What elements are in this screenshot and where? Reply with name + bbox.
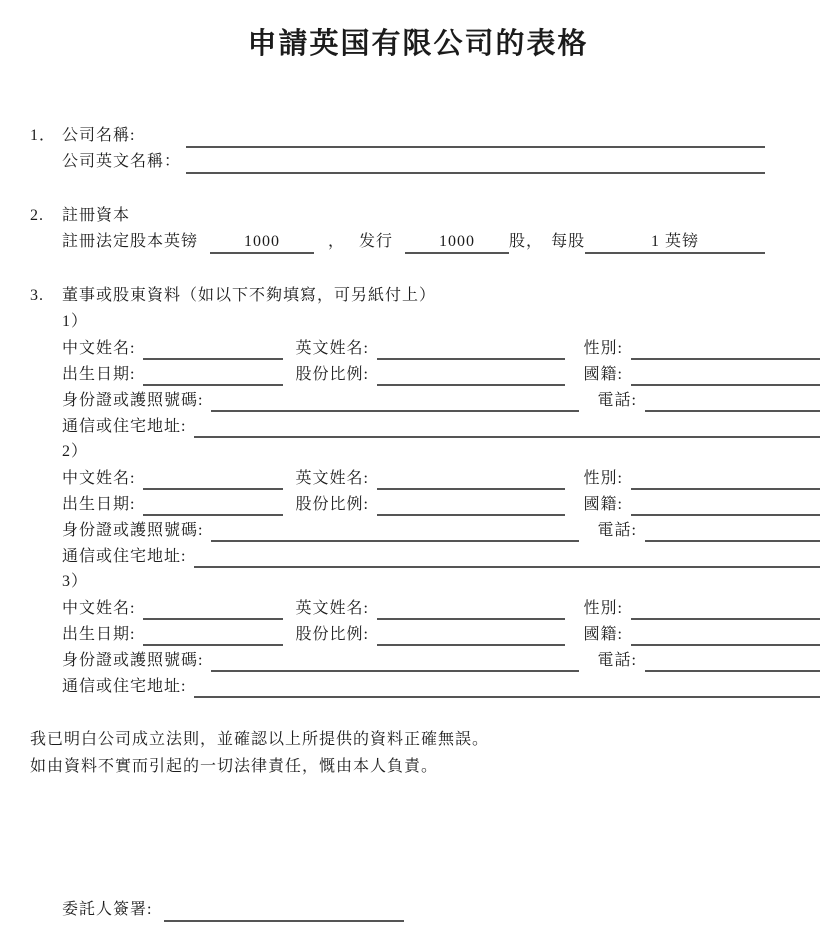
person-1-index: 1）: [62, 313, 89, 330]
company-name-en-field[interactable]: [186, 152, 765, 174]
person-2-chinese-name-field[interactable]: [143, 468, 283, 490]
capital-separator: ，: [328, 233, 346, 250]
id-passport-label: 身份證或護照號碼:: [62, 522, 204, 539]
person-2-address-field[interactable]: [194, 546, 820, 568]
birth-date-label: 出生日期:: [62, 496, 136, 513]
person-3-english-name-field[interactable]: [377, 598, 565, 620]
person-1-name-row: [62, 334, 820, 360]
person-3-address-row: [62, 672, 820, 698]
english-name-label: 英文姓名:: [295, 470, 369, 487]
person-block-2: [0, 438, 836, 568]
person-1-phone-field[interactable]: [645, 390, 820, 412]
person-3-share-ratio-field[interactable]: [377, 624, 565, 646]
address-label: 通信或住宅地址:: [62, 418, 187, 435]
signature-row: [62, 898, 836, 922]
birth-date-label: 出生日期:: [62, 626, 136, 643]
company-name-label: 公司名稱:: [62, 127, 136, 144]
section-1-number: 1．: [30, 127, 57, 144]
section-2-number: 2.: [30, 207, 44, 224]
authorized-capital-field[interactable]: 1000: [210, 232, 314, 254]
person-2-share-ratio-field[interactable]: [377, 494, 565, 516]
english-name-label: 英文姓名:: [295, 340, 369, 357]
person-2-name-row: [62, 464, 820, 490]
person-2-birth-date-field[interactable]: [143, 494, 283, 516]
gender-label: 性別:: [583, 470, 623, 487]
phone-label: 電話:: [597, 652, 637, 669]
share-ratio-label: 股份比例:: [295, 496, 369, 513]
person-3-birth-date-field[interactable]: [143, 624, 283, 646]
authorized-capital-label: 註冊法定股本英镑: [62, 233, 199, 250]
person-block-3: [0, 568, 836, 698]
person-2-nationality-field[interactable]: [631, 494, 820, 516]
person-1-english-name-field[interactable]: [377, 338, 565, 360]
person-2-birth-row: [62, 490, 820, 516]
person-2-id-passport-field[interactable]: [211, 520, 579, 542]
person-1-id-passport-field[interactable]: [211, 390, 579, 412]
company-name-row: [30, 124, 765, 148]
capital-detail-row: [62, 230, 765, 254]
chinese-name-label: 中文姓名:: [62, 600, 136, 617]
person-block-1: [0, 308, 836, 438]
person-1-birth-date-field[interactable]: [143, 364, 283, 386]
phone-label: 電話:: [597, 392, 637, 409]
form-title: 申請英国有限公司的表格: [247, 28, 589, 60]
nationality-label: 國籍:: [583, 366, 623, 383]
person-1-address-row: [62, 412, 820, 438]
english-name-label: 英文姓名:: [295, 600, 369, 617]
person-3-index: 3）: [62, 573, 89, 590]
person-3-id-row: [62, 646, 820, 672]
person-1-id-row: [62, 386, 820, 412]
nationality-label: 國籍:: [583, 496, 623, 513]
id-passport-label: 身份證或護照號碼:: [62, 652, 204, 669]
person-3-name-row: [62, 594, 820, 620]
person-3-birth-row: [62, 620, 820, 646]
section-3-number: 3.: [30, 287, 44, 304]
address-label: 通信或住宅地址:: [62, 548, 187, 565]
members-heading-row: [30, 284, 836, 308]
declaration-line-2: 如由資料不實而引起的一切法律責任，慨由本人負責。: [30, 758, 439, 775]
person-2-address-row: [62, 542, 820, 568]
chinese-name-label: 中文姓名:: [62, 470, 136, 487]
person-1-address-field[interactable]: [194, 416, 820, 438]
person-3-address-field[interactable]: [194, 676, 820, 698]
per-share-field[interactable]: 1 英镑: [585, 232, 765, 254]
chinese-name-label: 中文姓名:: [62, 340, 136, 357]
person-1-birth-row: [62, 360, 820, 386]
gender-label: 性別:: [583, 600, 623, 617]
person-2-english-name-field[interactable]: [377, 468, 565, 490]
address-label: 通信或住宅地址:: [62, 678, 187, 695]
person-3-gender-field[interactable]: [631, 598, 820, 620]
phone-label: 電話:: [597, 522, 637, 539]
person-1-share-ratio-field[interactable]: [377, 364, 565, 386]
signature-field[interactable]: [164, 900, 404, 922]
declaration: [30, 726, 836, 780]
signature-label: 委託人簽署:: [62, 901, 153, 918]
person-2-phone-field[interactable]: [645, 520, 820, 542]
nationality-label: 國籍:: [583, 626, 623, 643]
birth-date-label: 出生日期:: [62, 366, 136, 383]
person-3-phone-field[interactable]: [645, 650, 820, 672]
company-name-en-label: 公司英文名稱：: [62, 153, 182, 170]
person-2-index: 2）: [62, 443, 89, 460]
issued-shares-label: 发行: [359, 233, 394, 250]
person-2-id-row: [62, 516, 820, 542]
gender-label: 性別:: [583, 340, 623, 357]
capital-heading-row: [30, 204, 836, 228]
members-heading: 董事或股東資料（如以下不夠填寫，可另紙付上）: [62, 287, 437, 304]
company-name-field[interactable]: [186, 126, 765, 148]
person-2-gender-field[interactable]: [631, 468, 820, 490]
person-3-chinese-name-field[interactable]: [143, 598, 283, 620]
person-1-nationality-field[interactable]: [631, 364, 820, 386]
id-passport-label: 身份證或護照號碼:: [62, 392, 204, 409]
person-1-gender-field[interactable]: [631, 338, 820, 360]
person-1-chinese-name-field[interactable]: [143, 338, 283, 360]
company-name-en-row: [30, 150, 765, 174]
capital-heading: 註冊資本: [62, 207, 131, 224]
issued-shares-field[interactable]: 1000: [405, 232, 509, 254]
share-ratio-label: 股份比例:: [295, 626, 369, 643]
declaration-line-1: 我已明白公司成立法則，並確認以上所提供的資料正確無誤。: [30, 731, 490, 748]
issued-shares-suffix: 股，: [509, 233, 544, 250]
person-3-nationality-field[interactable]: [631, 624, 820, 646]
person-3-id-passport-field[interactable]: [211, 650, 579, 672]
share-ratio-label: 股份比例:: [295, 366, 369, 383]
per-share-label: 每股: [551, 233, 586, 250]
